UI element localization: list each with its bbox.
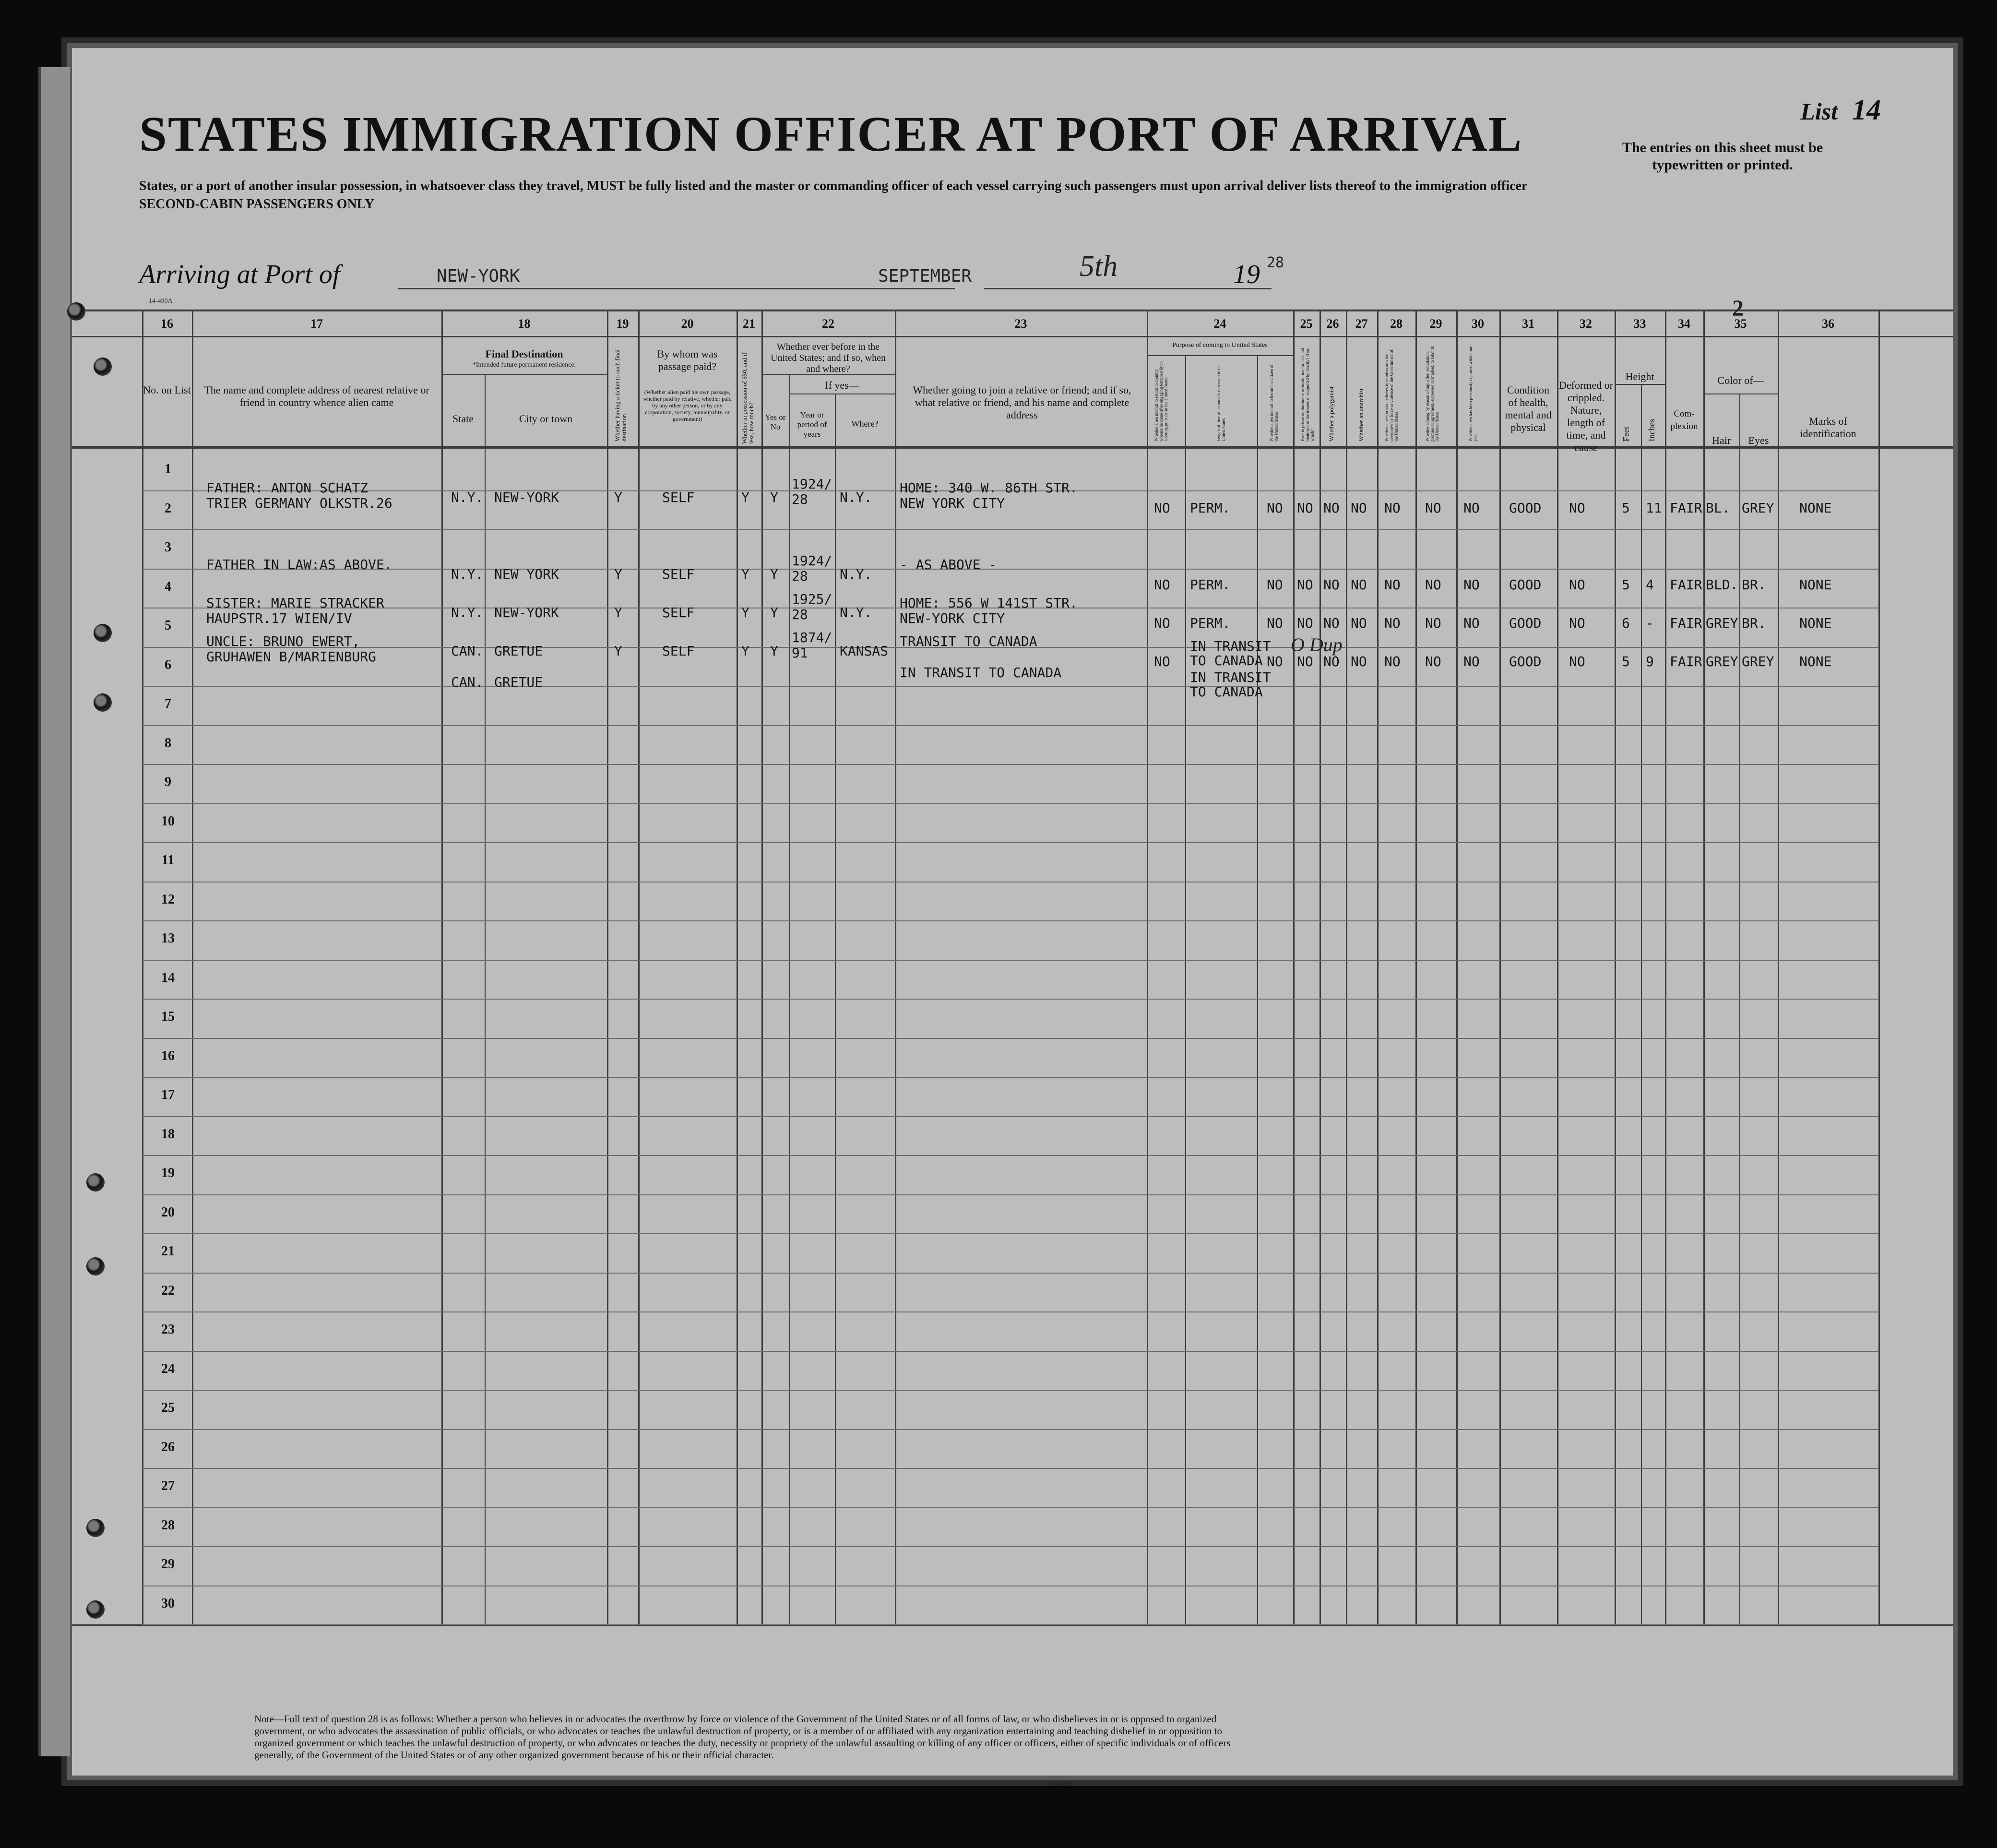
entry-marks: NONE: [1799, 500, 1832, 516]
footer-form-code: 14-431: [1051, 1780, 1070, 1788]
entry-relative-address: HAUPSTR.17 WIEN/IV: [206, 610, 352, 626]
punch-hole: [86, 1600, 105, 1619]
row-number: 28: [161, 1517, 175, 1533]
entry-complexion: FAIR: [1670, 500, 1702, 516]
entry-q25: NO: [1297, 577, 1313, 593]
entry-purpose-citizen: NO: [1267, 577, 1283, 593]
hdr-deformed: Deformed or crippled. Nature, length of time, and cause: [1558, 379, 1613, 453]
row-number: 13: [161, 931, 175, 946]
arrival-day: 5th: [1080, 250, 1118, 283]
row-number: 25: [161, 1400, 175, 1415]
row-number: 30: [161, 1596, 175, 1611]
row-number: 20: [161, 1204, 175, 1220]
row-number: 3: [165, 540, 171, 555]
row-number: 18: [161, 1126, 175, 1142]
row-divider: [142, 803, 1879, 804]
hdr-yes-or-no: Yes or No: [765, 413, 786, 431]
entry-city: GRETUE: [494, 674, 543, 690]
hdr-ticket: Whether having a ticket to such final destination: [614, 349, 628, 441]
entry-ever-before: Y: [770, 489, 778, 505]
row-number: 16: [161, 1048, 175, 1063]
manifest-sheet: [72, 48, 1953, 1788]
colnum-34: 34: [1678, 317, 1690, 331]
entry-city: NEW-YORK: [494, 605, 559, 620]
hdr-polygamist: Whether a polygamist: [1328, 386, 1335, 441]
row-number: 10: [161, 813, 175, 829]
colnum-22: 22: [822, 317, 834, 331]
entry-deformed: NO: [1569, 615, 1585, 631]
entry-purpose-length: PERM.: [1190, 615, 1231, 631]
row-number: 19: [161, 1166, 175, 1180]
hdr-hair: Hair: [1712, 434, 1731, 446]
row-divider: [142, 1194, 1879, 1195]
arrival-month: SEPTEMBER: [878, 266, 972, 286]
punch-hole: [94, 358, 112, 376]
hdr-state: State: [452, 413, 474, 425]
hdr-passage-paid: By whom was passage paid?: [657, 348, 718, 372]
entry-deformed: NO: [1569, 654, 1585, 669]
entry-relative-name: UNCLE: BRUNO EWERT,: [206, 633, 360, 649]
entry-health: GOOD: [1509, 654, 1542, 669]
row-divider: [142, 1390, 1879, 1391]
entry-passage-paid: SELF: [662, 643, 695, 659]
row-divider: [142, 1429, 1879, 1430]
hdr-height: Height: [1625, 370, 1654, 382]
entry-ticket: Y: [614, 489, 622, 505]
row-number: 6: [165, 657, 171, 672]
entry-q27: NO: [1351, 577, 1367, 593]
entry-year-start: 1874/: [792, 630, 832, 645]
punch-hole: [94, 693, 112, 712]
entry-height-feet: 5: [1622, 500, 1630, 516]
entry-q27: NO: [1351, 615, 1367, 631]
entry-join-line-2: NEW YORK CITY: [900, 495, 1005, 511]
colnum-36: 36: [1822, 317, 1834, 331]
entry-passage-paid: SELF: [662, 605, 695, 620]
row-number: 29: [161, 1557, 175, 1572]
entry-relative-name: FATHER IN LAW:AS ABOVE.: [206, 557, 392, 572]
entry-state: N.Y.: [451, 605, 484, 620]
entry-year-end: 28: [792, 607, 808, 622]
entry-purpose-citizen: NO: [1267, 615, 1283, 631]
colnum-24: 24: [1213, 317, 1226, 331]
colnum-17: 17: [310, 317, 323, 331]
entry-ticket: Y: [614, 566, 622, 582]
entry-passage-paid: SELF: [662, 566, 695, 582]
footer-note: Note—Full text of question 28 is as follows: Whether a person who believes in or advocates the overthrow by force or violence of the Government of the United States or of all forms of law, or who disbelieves in or is opposed to organized government, or who advocates the assassination of public officials, or who advocates or teaches the unlawful destruction of property, or is a member of or affiliated with any organization entertaining and teaching disbelief in or opposition to organized government or which teaches the unlawful destruction of property, or who advocates or teaches the duty, necessity or propriety of the unlawful assaulting or killing of any officer or officers, either of specific individuals or of officers generally, of the Government of the United States or of any other organized government because of his or their official character.: [254, 1713, 1231, 1761]
entry-height-inches: -: [1646, 615, 1654, 631]
entry-ever-before: Y: [770, 566, 778, 582]
entry-relative-address: TRIER GERMANY OLKSTR.26: [206, 495, 392, 511]
colnum-20: 20: [681, 317, 694, 331]
entry-city: GRETUE: [494, 643, 543, 659]
arriving-at-port-label: Arriving at Port of: [139, 260, 340, 289]
entry-year-start: 1925/: [792, 591, 832, 607]
row-divider: [142, 764, 1879, 765]
entry-q29: NO: [1425, 615, 1441, 631]
hdr-purpose: Purpose of coming to United States: [1172, 342, 1268, 349]
row-number: 4: [165, 579, 171, 594]
year-suffix: 28: [1267, 254, 1284, 271]
entry-health: GOOD: [1509, 577, 1542, 593]
entry-join-line-2: NEW-YORK CITY: [900, 610, 1005, 626]
corner-mark: 2: [1732, 296, 1744, 321]
colnum-29: 29: [1429, 317, 1442, 331]
entry-purpose-length: PERM.: [1190, 577, 1231, 593]
row-divider: [142, 1038, 1879, 1039]
entry-relative-name: SISTER: MARIE STRACKER: [206, 595, 384, 611]
hdr-if-yes: If yes—: [825, 379, 859, 391]
colnum-21: 21: [743, 317, 755, 331]
entry-q28: NO: [1384, 615, 1401, 631]
entry-height-feet: 5: [1622, 654, 1630, 669]
row-number: 2: [165, 501, 171, 516]
entry-where: KANSAS: [840, 643, 889, 659]
entry-year-end: 28: [792, 568, 808, 584]
colnum-35: 35: [1734, 317, 1747, 331]
hdr-possession-50: Whether in possession of $50, and if less, how much?: [741, 352, 755, 444]
entry-q27: NO: [1351, 654, 1367, 669]
hdr-inches: Inches: [1647, 419, 1656, 441]
row-divider: [142, 999, 1879, 1000]
entry-where: N.Y.: [840, 489, 872, 505]
entry-height-inches: 11: [1646, 500, 1662, 516]
row-divider: [142, 1116, 1879, 1117]
hdr-q29: Whether coming by reason of any offer, solicitation, promise or agreement, expressed or implied, to labor in the United States: [1425, 346, 1439, 441]
entry-possession-50: Y: [741, 566, 749, 582]
punch-hole: [86, 1173, 105, 1192]
row-number: 5: [165, 618, 171, 633]
colnum-32: 32: [1580, 317, 1592, 331]
row-divider: [142, 529, 1879, 530]
year-prefix: 19: [1233, 260, 1260, 289]
row-divider: [142, 1273, 1879, 1274]
list-label: List: [1800, 98, 1838, 125]
entry-where: N.Y.: [840, 605, 872, 620]
row-divider: [142, 1468, 1879, 1469]
entry-join-line-1: HOME: 340 W. 86TH STR.: [900, 480, 1078, 496]
entry-year-start: 1924/: [792, 553, 832, 569]
entry-q29: NO: [1425, 654, 1441, 669]
hdr-feet: Feet: [1621, 427, 1631, 441]
entry-ticket: Y: [614, 605, 622, 620]
entry-join-line-1: HOME: 556 W 141ST STR.: [900, 595, 1078, 611]
entry-complexion: FAIR: [1670, 615, 1702, 631]
row-divider: [142, 1351, 1879, 1352]
entry-complexion: FAIR: [1670, 654, 1702, 669]
form-code: 14-490A: [149, 298, 173, 305]
entry-marks: NONE: [1799, 615, 1832, 631]
row-divider: [142, 725, 1879, 726]
colnum-27: 27: [1355, 317, 1368, 331]
row-number: 17: [161, 1087, 175, 1102]
entry-q26: NO: [1323, 615, 1340, 631]
entry-hair: GREY: [1706, 654, 1738, 669]
entry-year-end: 28: [792, 491, 808, 507]
colnum-18: 18: [518, 317, 531, 331]
entry-q26: NO: [1323, 500, 1340, 516]
entry-relative-name: FATHER: ANTON SCHATZ: [206, 480, 368, 496]
entry-q30: NO: [1463, 615, 1480, 631]
punch-hole: [86, 1257, 105, 1276]
row-number: 21: [161, 1244, 175, 1259]
entry-join-line-1: TRANSIT TO CANADA: [900, 633, 1037, 649]
hdr-ever-before: Whether ever before in the United States; and if so, when and where?: [771, 342, 886, 374]
row-number: 27: [161, 1478, 175, 1493]
row-divider: [142, 1155, 1879, 1156]
entry-where: N.Y.: [840, 566, 872, 582]
row-divider: [142, 1624, 1879, 1625]
entry-possession-50: Y: [741, 489, 749, 505]
entry-health: GOOD: [1509, 615, 1542, 631]
list-number: 14: [1852, 94, 1881, 126]
entry-purpose-length: IN TRANSIT: [1190, 638, 1271, 654]
entry-purpose-length-2: TO CANADA: [1190, 653, 1263, 668]
cabin-class-line: SECOND-CABIN PASSENGERS ONLY: [139, 197, 375, 212]
entry-hair: BL.: [1706, 500, 1730, 516]
port-name: NEW-YORK: [437, 266, 520, 286]
hdr-year-period: Year or period of years: [797, 410, 827, 439]
entry-q30: NO: [1463, 654, 1480, 669]
row-divider: [142, 686, 1879, 687]
colnum-25: 25: [1300, 317, 1313, 331]
hdr-purpose-b: Length of time alien intends to remain in the United States: [1216, 364, 1226, 441]
entry-marks: NONE: [1799, 577, 1832, 593]
entry-height-inches: 9: [1646, 654, 1654, 669]
entry-deformed: NO: [1569, 500, 1585, 516]
row-divider: [142, 1546, 1879, 1547]
row-divider: [142, 1311, 1879, 1312]
entry-q30: NO: [1463, 500, 1480, 516]
entry-state: N.Y.: [451, 489, 484, 505]
entry-purpose-return: NO: [1154, 500, 1170, 516]
row-divider: [142, 1233, 1879, 1234]
hdr-purpose-c: Whether alien intends to become a citizen of the United States: [1269, 364, 1279, 441]
hdr-marks: Marks of identification: [1800, 415, 1856, 440]
entry-ever-before: Y: [770, 605, 778, 620]
hdr-final-destination: Final Destination: [485, 348, 563, 360]
entry-q29: NO: [1425, 577, 1441, 593]
entry-possession-50: Y: [741, 605, 749, 620]
colnum-23: 23: [1014, 317, 1027, 331]
row-divider: [142, 1077, 1879, 1078]
entry-year-start: 1924/: [792, 476, 832, 492]
entry-city: NEW YORK: [494, 566, 559, 582]
entry-ticket: Y: [614, 643, 622, 659]
entry-possession-50: Y: [741, 643, 749, 659]
colnum-16: 16: [161, 317, 173, 331]
hdr-purpose-a: Whether alien intends to return to country whence he came after engaging temporarily in laboring pursuits in the United States: [1154, 361, 1168, 441]
entry-height-feet: 5: [1622, 577, 1630, 593]
row-divider: [142, 920, 1879, 921]
hdr-eyes: Eyes: [1748, 434, 1769, 446]
entry-q28: NO: [1384, 500, 1401, 516]
hdr-anarchist: Whether an anarchist: [1357, 388, 1365, 441]
entry-hair: GREY: [1706, 615, 1738, 631]
row-divider: [142, 569, 1879, 570]
entry-deformed: NO: [1569, 577, 1585, 593]
entry-passage-paid: SELF: [662, 489, 695, 505]
row-divider: [142, 842, 1879, 843]
entry-q26: NO: [1323, 577, 1340, 593]
row-number: 9: [165, 775, 171, 789]
entry-eyes: BR.: [1742, 577, 1766, 593]
row-number: 24: [161, 1361, 175, 1376]
entry-health: GOOD: [1509, 500, 1542, 516]
row-number: 26: [161, 1439, 175, 1455]
colnum-19: 19: [616, 317, 629, 331]
entry-q29: NO: [1425, 500, 1441, 516]
entry-q28: NO: [1384, 654, 1401, 669]
entry-join-line-1: - AS ABOVE -: [900, 557, 997, 572]
hdr-final-destination-note: *Intended future permanent residence.: [472, 361, 576, 369]
entry-height-inches: 4: [1646, 577, 1654, 593]
entry-q27: NO: [1351, 500, 1367, 516]
entry-purpose-return: NO: [1154, 615, 1170, 631]
hdr-city: City or town: [519, 413, 573, 425]
hdr-nearest-relative: The name and complete address of nearest relative or friend in country whence alien came: [204, 384, 429, 408]
row-number: 12: [161, 892, 175, 907]
entry-purpose-length: IN TRANSIT: [1190, 669, 1271, 685]
punch-hole: [86, 1519, 105, 1537]
colnum-33: 33: [1633, 317, 1646, 331]
entry-join-line-1: IN TRANSIT TO CANADA: [900, 665, 1062, 680]
entry-year-end: 91: [792, 645, 808, 661]
row-number: 23: [161, 1322, 175, 1337]
entry-height-feet: 6: [1622, 615, 1630, 631]
entry-state: N.Y.: [451, 566, 484, 582]
hdr-condition: Condition of health, mental and physical: [1505, 384, 1552, 433]
colnum-26: 26: [1326, 317, 1339, 331]
entry-complexion: FAIR: [1670, 577, 1702, 593]
entry-purpose-citizen: NO: [1267, 500, 1283, 516]
hdr-prison: Ever in prison or almshouse or institution for care and treatment of the insane, or supported by charity? If so, which?: [1300, 347, 1315, 441]
entry-state: CAN.: [451, 674, 484, 690]
hdr-color-of: Color of—: [1717, 374, 1764, 386]
entry-ever-before: Y: [770, 643, 778, 659]
punch-hole: [94, 624, 112, 642]
hdr-where: Where?: [851, 419, 879, 429]
hdr-passage-note: (Whether alien paid his own passage, whether paid by relative, whether paid by any other person, or by any corporation, society, municipality, or government): [643, 389, 732, 422]
row-divider: [142, 960, 1879, 961]
row-number: 1: [165, 462, 171, 477]
entry-eyes: GREY: [1742, 654, 1774, 669]
entry-purpose-length: PERM.: [1190, 500, 1231, 516]
hdr-q30: Whether alien has been previously deported within one year: [1468, 346, 1478, 441]
punch-hole: [67, 302, 85, 321]
entry-purpose-length-2: TO CANADA: [1190, 684, 1263, 700]
colnum-28: 28: [1390, 317, 1403, 331]
hdr-no-on-list: No. on List: [143, 384, 191, 396]
entry-q30: NO: [1463, 577, 1480, 593]
list-number-label: [1800, 94, 1881, 127]
row-divider: [142, 1507, 1879, 1508]
entries-note: The entries on this sheet must be typewritten or printed.: [1622, 140, 1823, 173]
entry-marks: NONE: [1799, 654, 1832, 669]
entry-eyes: BR.: [1742, 615, 1766, 631]
entry-q25: NO: [1297, 500, 1313, 516]
colnum-30: 30: [1472, 317, 1484, 331]
instruction-line: States, or a port of another insular possession, in whatsoever class they travel, MUST be fully listed and the master or commanding officer of each vessel carrying such passengers must upon arrival deliver lists thereof to the immigration officer: [139, 179, 1528, 193]
hdr-join-relative: Whether going to join a relative or friend; and if so, what relative or friend, and his name and complete address: [913, 384, 1131, 421]
entry-relative-address: GRUHAWEN B/MARIENBURG: [206, 649, 377, 665]
handwritten-note: O Dup: [1291, 634, 1343, 656]
entry-purpose-return: NO: [1154, 577, 1170, 593]
row-number: 11: [161, 853, 175, 868]
entry-q26: NO: [1323, 654, 1340, 669]
row-number: 8: [165, 735, 171, 751]
hdr-complexion: Com-plexion: [1670, 409, 1698, 431]
colnum-31: 31: [1522, 317, 1534, 331]
entry-purpose-citizen: NO: [1267, 654, 1283, 669]
row-number: 7: [165, 696, 171, 711]
entry-q25: NO: [1297, 654, 1313, 669]
entry-city: NEW-YORK: [494, 489, 559, 505]
page-title: STATES IMMIGRATION OFFICER AT PORT OF ARRIVAL: [139, 107, 1523, 162]
entry-purpose-return: NO: [1154, 654, 1170, 669]
entry-q25: NO: [1297, 615, 1313, 631]
hdr-q28: Whether a person who believes in or advocates the overthrow by force or violence of the Government of the United States: [1384, 349, 1399, 441]
entry-hair: BLD.: [1706, 577, 1738, 593]
entry-eyes: GREY: [1742, 500, 1774, 516]
row-number: 15: [161, 1009, 175, 1024]
entry-q28: NO: [1384, 577, 1401, 593]
row-number: 22: [161, 1283, 175, 1298]
row-number: 14: [161, 970, 175, 985]
entry-state: CAN.: [451, 643, 484, 659]
